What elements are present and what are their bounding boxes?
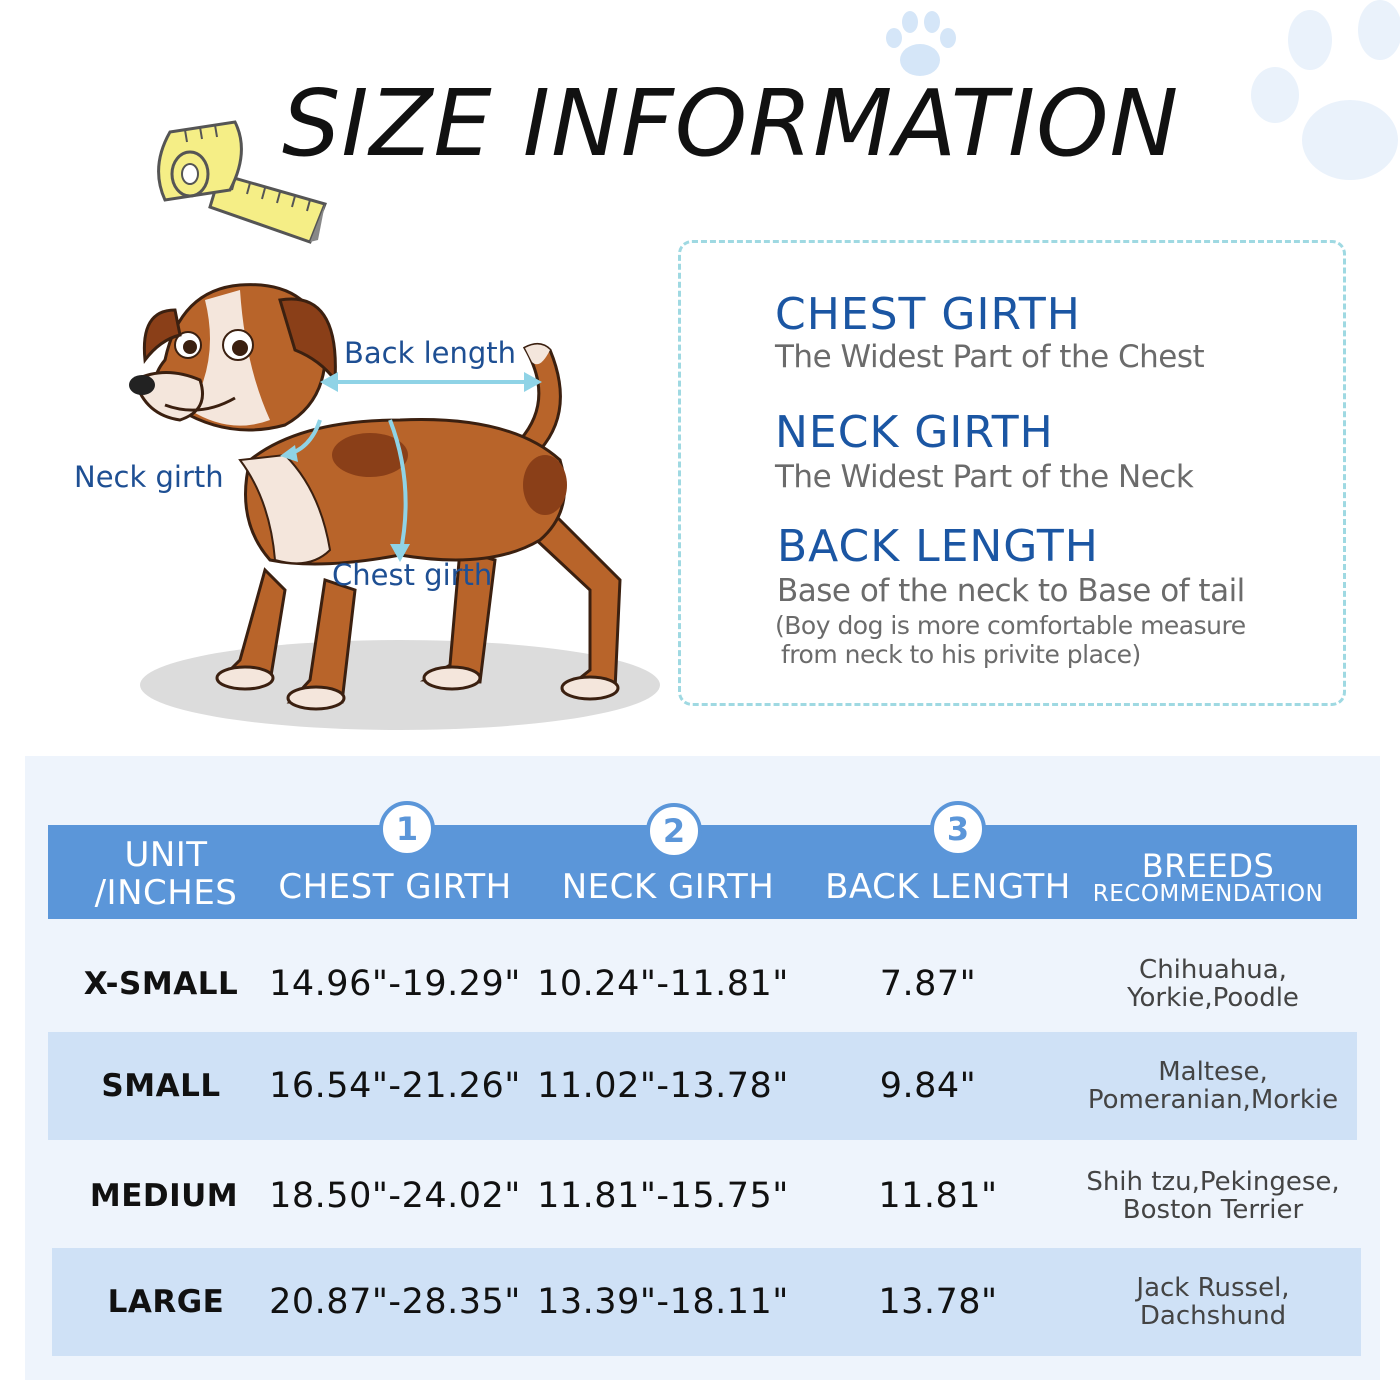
size-cell: SMALL [101, 1068, 221, 1104]
breeds-line-2: Yorkie,Poodle [1127, 983, 1299, 1013]
neck-girth-heading: NECK GIRTH [775, 407, 1054, 458]
neck-girth-cell: 11.81"-15.75" [537, 1176, 789, 1216]
table-row [48, 1032, 1357, 1140]
back-length-label: Back length [344, 336, 517, 370]
back-length-note-line-2: from neck to his privite place) [781, 640, 1141, 669]
breeds-line-1: Shih tzu,Pekingese, [1086, 1167, 1340, 1197]
breeds-cell [1078, 1142, 1348, 1250]
tape-measure-icon [150, 112, 340, 247]
chest-girth-label: Chest girth [332, 558, 493, 592]
size-cell: LARGE [107, 1284, 225, 1320]
breeds-line-2: Pomeranian,Morkie [1087, 1085, 1339, 1115]
dog-illustration [70, 270, 670, 740]
table-row [48, 930, 1357, 1038]
size-table-header [48, 825, 1357, 919]
back-length-cell: 7.87" [879, 964, 977, 1004]
chest-girth-cell: 16.54"-21.26" [269, 1066, 521, 1106]
size-cell: MEDIUM [89, 1178, 239, 1214]
step-3-badge: 3 [930, 801, 986, 857]
size-cell: X-SMALL [83, 966, 239, 1002]
chest-girth-column-header: CHEST GIRTH [278, 867, 512, 907]
breeds-line-1: Chihuahua, [1139, 955, 1287, 985]
back-length-column-header: BACK LENGTH [825, 867, 1071, 907]
breeds-line-2: Dachshund [1139, 1301, 1287, 1331]
step-1-badge: 1 [379, 801, 435, 857]
neck-girth-cell: 13.39"-18.11" [537, 1282, 789, 1322]
breeds-header-line-1: BREEDS [1141, 847, 1275, 885]
step-2-badge: 2 [646, 803, 702, 859]
chest-girth-description: The Widest Part of the Chest [775, 339, 1205, 375]
breeds-line-1: Maltese, [1158, 1057, 1268, 1087]
neck-girth-cell: 10.24"-11.81" [537, 964, 789, 1004]
breeds-line-2: Boston Terrier [1122, 1195, 1304, 1225]
back-length-cell: 11.81" [878, 1176, 998, 1216]
neck-girth-cell: 11.02"-13.78" [537, 1066, 789, 1106]
breeds-cell [1078, 1248, 1348, 1356]
neck-girth-description: The Widest Part of the Neck [775, 459, 1194, 495]
breeds-cell [1078, 1032, 1348, 1140]
back-length-cell: 9.84" [879, 1066, 977, 1106]
back-length-note-line-1: (Boy dog is more comfortable measure [775, 611, 1246, 640]
table-row [48, 1142, 1357, 1250]
table-row [52, 1248, 1361, 1356]
page-title: SIZE INFORMATION [282, 70, 1180, 177]
back-length-heading: BACK LENGTH [777, 521, 1099, 572]
back-length-cell: 13.78" [878, 1282, 998, 1322]
unit-header-line-2: /INCHES [94, 873, 238, 913]
chest-girth-cell: 14.96"-19.29" [269, 964, 521, 1004]
neck-girth-column-header: NECK GIRTH [561, 867, 775, 907]
chest-girth-heading: CHEST GIRTH [775, 289, 1081, 340]
chest-girth-cell: 18.50"-24.02" [269, 1176, 521, 1216]
breeds-header-line-2: RECOMMENDATION [1092, 881, 1324, 907]
neck-girth-label: Neck girth [74, 460, 224, 494]
breeds-line-1: Jack Russel, [1136, 1273, 1290, 1303]
breeds-cell [1098, 930, 1328, 1038]
back-length-description: Base of the neck to Base of tail [777, 573, 1245, 609]
measurement-info-box [678, 240, 1346, 706]
unit-header-line-1: UNIT [124, 835, 208, 875]
chest-girth-cell: 20.87"-28.35" [269, 1282, 521, 1322]
